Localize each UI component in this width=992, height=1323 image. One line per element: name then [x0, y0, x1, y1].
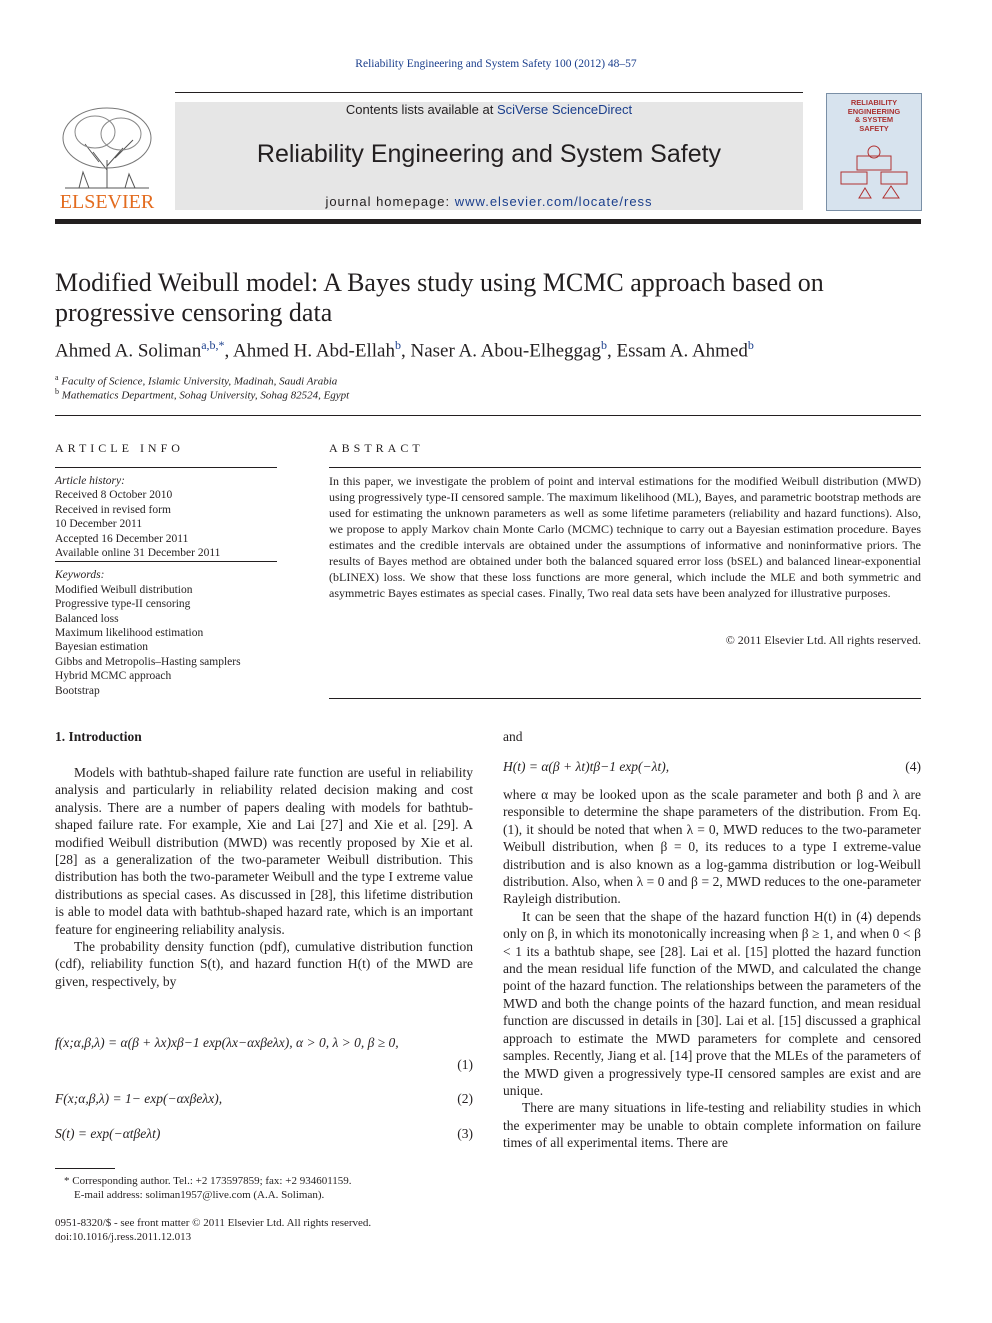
cover-diagram-icon	[837, 144, 911, 200]
issn-line: 0951-8320/$ - see front matter © 2011 Elsevier Ltd. All rights reserved.	[55, 1217, 372, 1229]
equation-1: f(x;α,β,λ) = α(β + λx)xβ−1 exp(λx−αxβeλx), α > 0, λ > 0, β ≥ 0,	[55, 1035, 399, 1050]
author-affil-link[interactable]: b	[395, 338, 401, 352]
article-info-heading: ARTICLE INFO	[55, 441, 184, 455]
history-item: Accepted 16 December 2011	[55, 532, 189, 545]
svg-text:ELSEVIER: ELSEVIER	[59, 191, 155, 212]
left-column-text	[55, 764, 473, 990]
affiliation-marker: a	[55, 373, 59, 382]
contents-line	[175, 102, 803, 117]
email-note[interactable]: E-mail address: soliman1957@live.com (A.A. Soliman).	[74, 1189, 325, 1201]
divider	[55, 415, 921, 416]
equation-number: (4)	[905, 759, 921, 774]
header-thick-rule	[55, 219, 921, 224]
paragraph: It can be seen that the shape of the hazard function H(t) in (4) depends only on β, in which its monotonically increasing when β ≥ 1, and when 0 < β < 1 its a bathtub shape, see [28]. Lai et al. [15] plotted the hazard function and the mean residual life function of the MWD, and calculated the change point of the hazard function. The relationships between the parameters of the MWD and both the change points of the hazard function, and mean residual function are discussed in details in [30]. Lai et al. [15] discussed a graphical approach to estimate the MWD parameters for complete and censored samples. Recently, Jiang et al. [14] prove that the MLEs of the parameters of the MWD given a progressively type-II censored samples are exist and are unique.	[503, 908, 921, 1098]
keyword: Bayesian estimation	[55, 641, 148, 654]
title-line: progressive censoring data	[55, 298, 333, 327]
divider	[55, 561, 277, 562]
divider	[55, 467, 277, 468]
article-info	[55, 474, 277, 698]
keyword: Progressive type-II censoring	[55, 598, 191, 611]
keyword: Hybrid MCMC approach	[55, 670, 172, 683]
paragraph: The probability density function (pdf), cumulative distribution function (cdf), reliability function S(t), and hazard function H(t) of the MWD are given, respectively, by	[55, 939, 473, 989]
author-name: Essam A. Ahmed	[616, 340, 748, 362]
elsevier-tree-icon	[55, 100, 159, 212]
history-label: Article history:	[55, 475, 125, 487]
affiliation-text: Mathematics Department, Sohag University, Sohag 82524, Egypt	[61, 389, 350, 402]
equation-3: S(t) = exp(−αtβeλt)	[55, 1126, 161, 1141]
cover-title-line: RELIABILITY	[850, 98, 898, 107]
divider	[329, 698, 921, 699]
homepage-prefix: journal homepage:	[325, 194, 451, 209]
article-title	[55, 268, 921, 328]
journal-citation[interactable]: Reliability Engineering and System Safety 100 (2012) 48–57	[355, 58, 637, 70]
sciencedirect-link[interactable]: SciVerse ScienceDirect	[496, 102, 633, 117]
keywords-label: Keywords:	[55, 569, 105, 582]
divider	[329, 467, 921, 468]
journal-title: Reliability Engineering and System Safety	[256, 140, 722, 168]
homepage-line	[175, 194, 803, 209]
corresponding-author-note: * Corresponding author. Tel.: +2 173597859; fax: +2 934601159.	[64, 1175, 352, 1187]
author-affil-link[interactable]: b	[600, 338, 607, 352]
journal-cover[interactable]	[826, 93, 922, 211]
author-name: Naser A. Abou-Elheggag	[410, 340, 601, 362]
contents-prefix: Contents lists available at	[345, 102, 494, 117]
keyword: Gibbs and Metropolis–Hasting samplers	[55, 655, 241, 668]
keyword: Balanced loss	[55, 612, 119, 625]
connector-text: and	[503, 729, 523, 744]
keyword: Modified Weibull distribution	[55, 583, 193, 596]
affiliation-marker: b	[55, 387, 59, 396]
doi-line[interactable]: doi:10.1016/j.ress.2011.12.013	[55, 1231, 192, 1243]
footnote-rule	[55, 1168, 115, 1169]
affiliation	[55, 373, 337, 388]
author-name: Ahmed A. Soliman	[55, 340, 202, 362]
author-affil-link[interactable]: a,b,*	[201, 338, 225, 352]
paragraph: Models with bathtub-shaped failure rate function are useful in reliability analysis and particularly in reliability related decision making and cost analysis. There are a number of papers dealing with models for bathtub-shaped failure rate. For example, Xie and Lai [27] and Xie et al. [29]. A modified Weibull distribution (MWD) was recently proposed by Xie et al. [28] as a generalization of the two-parameter Weibull distribution. This distribution has both the two-parameter Weibull and the type I extreme value distributions as special cases. As discussed in [28], this lifetime distribution is able to model data with bathtub-shaped hazard rate, which is an important feature for engineering reliability analysis.	[55, 765, 473, 937]
author-list: Ahmed A. Soliman$^{a,b,*}$, Ahmed H. Abd-Ellah$^b$, Naser A. Abou-Elheggag$^b$, Essam A. Ahmed$^b$	[55, 338, 754, 362]
history-item: Received 8 October 2010	[55, 489, 173, 502]
equation-number: (3)	[457, 1126, 473, 1141]
affiliation	[55, 387, 349, 402]
abstract-copyright: © 2011 Elsevier Ltd. All rights reserved.	[725, 633, 921, 647]
cover-title-line: & SYSTEM	[854, 115, 894, 124]
header-rule	[175, 92, 803, 93]
history-item: 10 December 2011	[55, 518, 143, 531]
title-line: Modified Weibull model: A Bayes study using MCMC approach based on	[55, 268, 824, 297]
affiliation-text: Faculty of Science, Islamic University, Madinah, Saudi Arabia	[61, 375, 338, 388]
history-item: Available online 31 December 2011	[55, 547, 221, 560]
elsevier-logo	[55, 100, 159, 212]
author-affil-link[interactable]: b	[747, 338, 754, 352]
homepage-link[interactable]: www.elsevier.com/locate/ress	[454, 194, 653, 209]
equation-number: (1)	[457, 1057, 473, 1072]
paragraph: There are many situations in life-testing and reliability studies in which the experimenter may be unable to obtain complete information on failure times of all experimental items. There are	[503, 1100, 921, 1151]
abstract-text: In this paper, we investigate the problem of point and interval estimations for the modified Weibull distribution (MWD) using progressively type-II censored sample. The maximum likelihood (ML), Bayes, and parametric bootstrap methods are used for estimating the unknown parameters as well as some lifetime parameters (reliability and hazard functions). Also, we propose to apply Markov chain Monte Carlo (MCMC) technique to carry out a Bayesian estimation procedure. Bayes estimates and the credible intervals are obtained under the assumptions of informative and noninformative priors. The results of Bayes method are obtained under both the balanced squared error loss (bSEL) and balanced linear-exponential (bLINEX) loss. We show that these loss functions are more general, which include the MLE and both symmetric and asymmetric Bayes estimates as special cases. Finally, Two real data sets have been analyzed for illustrative purposes.	[329, 474, 921, 600]
abstract-heading: ABSTRACT	[329, 441, 424, 455]
equation-2: F(x;α,β,λ) = 1− exp(−αxβeλx),	[55, 1091, 223, 1106]
cover-title-line: ENGINEERING	[847, 106, 901, 116]
right-column-text	[503, 786, 921, 1152]
keyword: Maximum likelihood estimation	[55, 627, 204, 640]
author-name: Ahmed H. Abd-Ellah	[232, 340, 395, 362]
section-heading: 1. Introduction	[55, 729, 142, 744]
equation-number: (2)	[457, 1091, 473, 1106]
equation-4: H(t) = α(β + λt)tβ−1 exp(−λt),	[503, 759, 670, 774]
paragraph: where α may be looked upon as the scale parameter and both β and λ are responsible to determine the shape parameters of the distribution. From Eq. (1), it should be noted that when λ = 0, MWD reduces to the two-parameter Weibull distribution, when β = 0, its reduces to a type I extreme-value distribution and is also known as a log-gamma distribution or log-Weibull distribution. Also, when λ = 0 and β = 2, MWD reduces to the one-parameter Rayleigh distribution.	[503, 787, 921, 907]
keyword: Bootstrap	[55, 684, 100, 697]
history-item: Received in revised form	[55, 503, 171, 516]
cover-title-line: SAFETY	[859, 123, 889, 133]
